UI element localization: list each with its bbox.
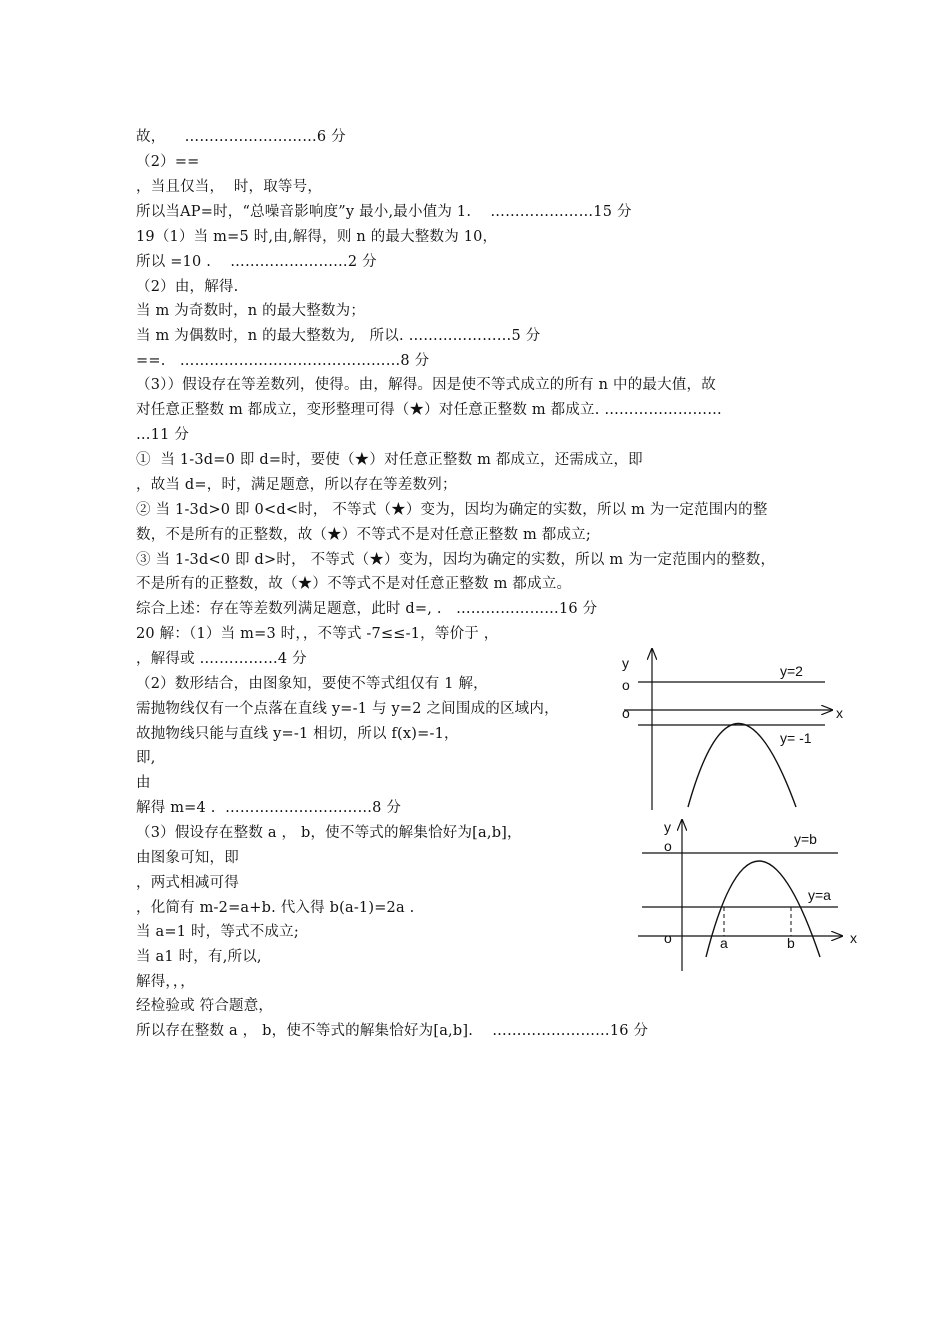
line-label-ya: y=a [808, 887, 831, 903]
text-line: 对任意正整数 m 都成立，变形整理可得（★）对任意正整数 m 都成立. …………………… [136, 402, 722, 418]
point-label-a: a [720, 935, 728, 951]
origin-mark: o [622, 677, 630, 693]
text-line: 需抛物线仅有一个点落在直线 y=-1 与 y=2 之间围成的区域内， [136, 701, 559, 717]
text-line: 当 m 为偶数时，n 的最大整数为, 所以. …………………5 分 [136, 328, 541, 344]
text-line: ，两式相减可得 [136, 875, 239, 891]
text-line: （3））假设存在等差数列，使得。由，解得。因是使不等式成立的所有 n 中的最大值，故 [136, 377, 716, 393]
y-axis-label: y [664, 819, 671, 835]
origin-mark: o [622, 705, 630, 721]
text-line: ，当且仅当， 时，取等号， [136, 179, 323, 195]
text-line: （3）假设存在整数 a ， b，使不等式的解集恰好为[a,b]， [136, 825, 522, 841]
text-line: ③ 当 1-3d<0 即 d>时， 不等式（★）变为，因均为确定的实数，所以 m 为一定范围内的整数， [136, 552, 776, 568]
text-line: ② 当 1-3d>0 即 0<d<时， 不等式（★）变为，因均为确定的实数，所以 m 为一定范围内的整 [136, 502, 768, 518]
text-line: ，故当 d=，时，满足题意，所以存在等差数列； [136, 477, 457, 493]
text-line: ① 当 1-3d=0 即 d=时，要使（★）对任意正整数 m 都成立，还需成立，即 [136, 452, 643, 468]
text-line: （2）由，解得. [136, 279, 239, 295]
text-line: 综合上述：存在等差数列满足题意，此时 d=, . …………………16 分 [136, 601, 598, 617]
text-line: 即, [136, 750, 156, 766]
figure-parabola-tangent [600, 645, 860, 815]
text-line: 解得，，， [136, 974, 195, 990]
text-line: 19（1）当 m=5 时,由,解得，则 n 的最大整数为 10， [136, 229, 498, 245]
x-axis-label: x [836, 705, 843, 721]
text-line: 所以当AP=时，“总噪音影响度”y 最小,最小值为 1. …………………15 分 [136, 204, 632, 220]
y-axis-label: y [622, 655, 629, 671]
text-line: 所以存在整数 a ， b，使不等式的解集恰好为[a,b]. ……………………16 分 [136, 1023, 649, 1039]
point-label-b: b [787, 935, 795, 951]
line-label-y2: y=2 [780, 663, 803, 679]
origin-mark: o [664, 930, 672, 946]
text-line: 由 [136, 775, 151, 791]
text-line: （2）== [136, 154, 200, 170]
text-line: 当 m 为奇数时，n 的最大整数为； [136, 303, 366, 319]
text-line: （2）数形结合，由图象知，要使不等式组仅有 1 解， [136, 676, 488, 692]
text-line: ，解得或 .……………4 分 [136, 651, 307, 667]
text-line: ==. ………………………………………8 分 [136, 353, 430, 369]
text-line: ，化简有 m-2=a+b. 代入得 b(a-1)=2a . [136, 900, 415, 916]
line-label-yb: y=b [794, 831, 817, 847]
text-line: 当 a1 时，有,所以, [136, 949, 262, 965]
figure-parabola-interval [620, 815, 880, 975]
text-line: 解得 m=4 . …………………………8 分 [136, 800, 402, 816]
line-label-y-1: y= -1 [780, 730, 812, 746]
text-line: 不是所有的正整数，故（★）不等式不是对任意正整数 m 都成立。 [136, 576, 572, 592]
text-line: 由图象可知，即 [136, 850, 239, 866]
text-line: 经检验或 符合题意， [136, 998, 274, 1014]
text-line: 故抛物线只能与直线 y=-1 相切，所以 f(x)=-1， [136, 726, 459, 742]
text-line: 所以 =10 . ……………………2 分 [136, 254, 377, 270]
text-line: 20 解：（1）当 m=3 时，，不等式 -7≤≤-1，等价于 ， [136, 626, 499, 642]
text-line: 当 a=1 时，等式不成立; [136, 924, 299, 940]
origin-mark: o [664, 838, 672, 854]
text-line: …11 分 [136, 427, 190, 443]
text-line: 数，不是所有的正整数，故（★）不等式不是对任意正整数 m 都成立; [136, 527, 591, 543]
x-axis-label: x [850, 930, 857, 946]
text-line: 故， ………………………6 分 [136, 129, 346, 145]
